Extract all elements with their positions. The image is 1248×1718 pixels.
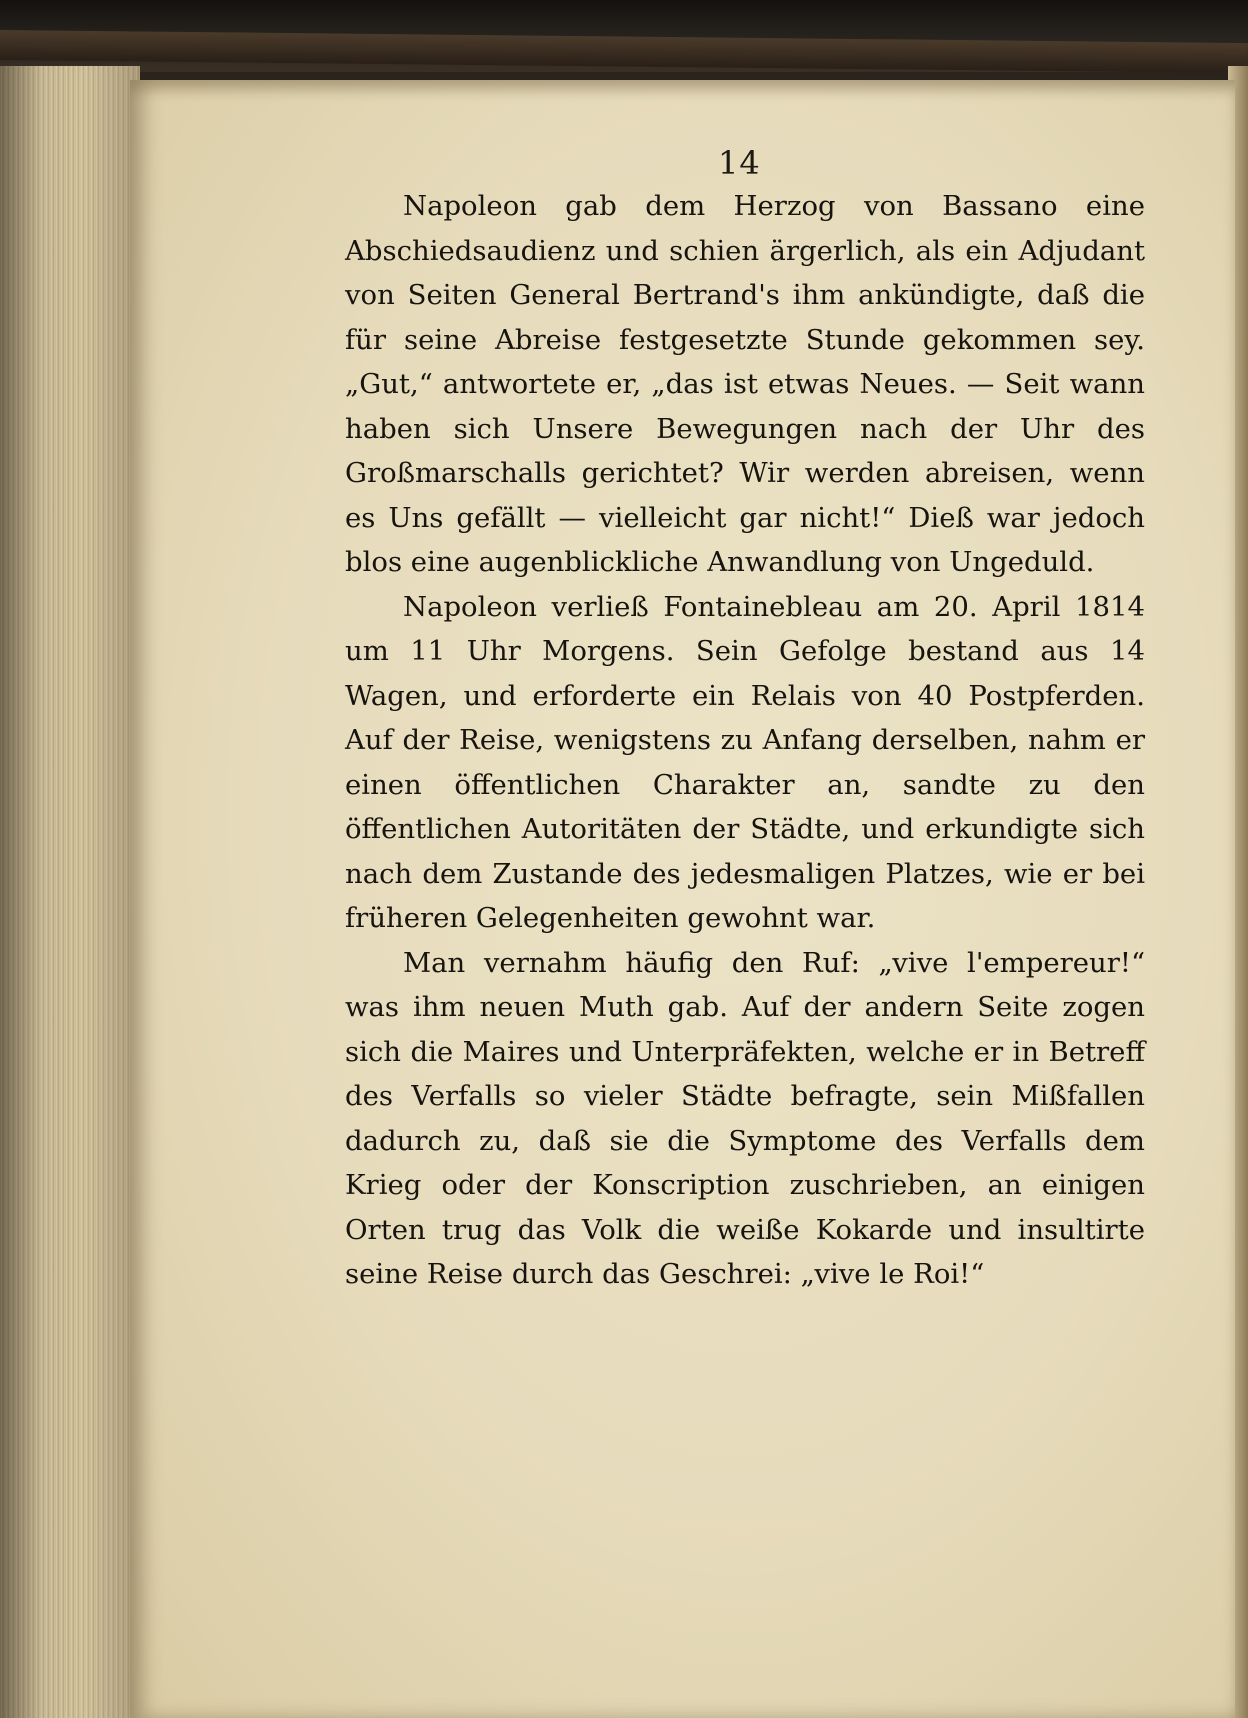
paragraph-1: Napoleon gab dem Herzog von Bassano eine Abschiedsaudienz und schien ärgerlich, als ein Adjudant von Seiten General Bertrand's ihm ankündigte, daß die für seine Abreise festgesetzte Stunde gekommen sey. „Gut,“ antwortete er, „das ist etwas Neues. — Seit wann haben sich Unsere Bewegungen nach der Uhr des Großmarschalls gerichtet? Wir werden abreisen, wenn es Uns gefällt — vielleicht gar nicht!“ Dieß war jedoch blos eine augenblickliche Anwandlung von Ungeduld.: [345, 190, 1145, 578]
page-number: 14: [718, 144, 761, 182]
page-text: [345, 184, 1145, 1297]
paragraph-2: Napoleon verließ Fontainebleau am 20. April 1814 um 11 Uhr Morgens. Sein Gefolge bestand aus 14 Wagen, und erforderte ein Relais von 40 Postpferden. Auf der Reise, wenigstens zu Anfang derselben, nahm er einen öffentlichen Charakter an, sandte zu den öffentlichen Autoritäten der Städte, und erkundigte sich nach dem Zustande des jedesmaligen Platzes, wie er bei früheren Gelegenheiten gewohnt war.: [345, 590, 1145, 934]
paragraph-3: Man vernahm häufig den Ruf: „vive l'empereur!“ was ihm neuen Muth gab. Auf der andern Seite zogen sich die Maires und Unterpräfekten, welche er in Betreff des Verfalls so vieler Städte befragte, sein Mißfallen dadurch zu, daß sie die Symptome des Verfalls dem Krieg oder der Konscription zuschrieben, an einigen Orten trug das Volk die weiße Kokarde und insultirte seine Reise durch das Geschrei: „vive le Roi!“: [345, 946, 1145, 1290]
page-stack-shadow: [0, 66, 140, 1718]
